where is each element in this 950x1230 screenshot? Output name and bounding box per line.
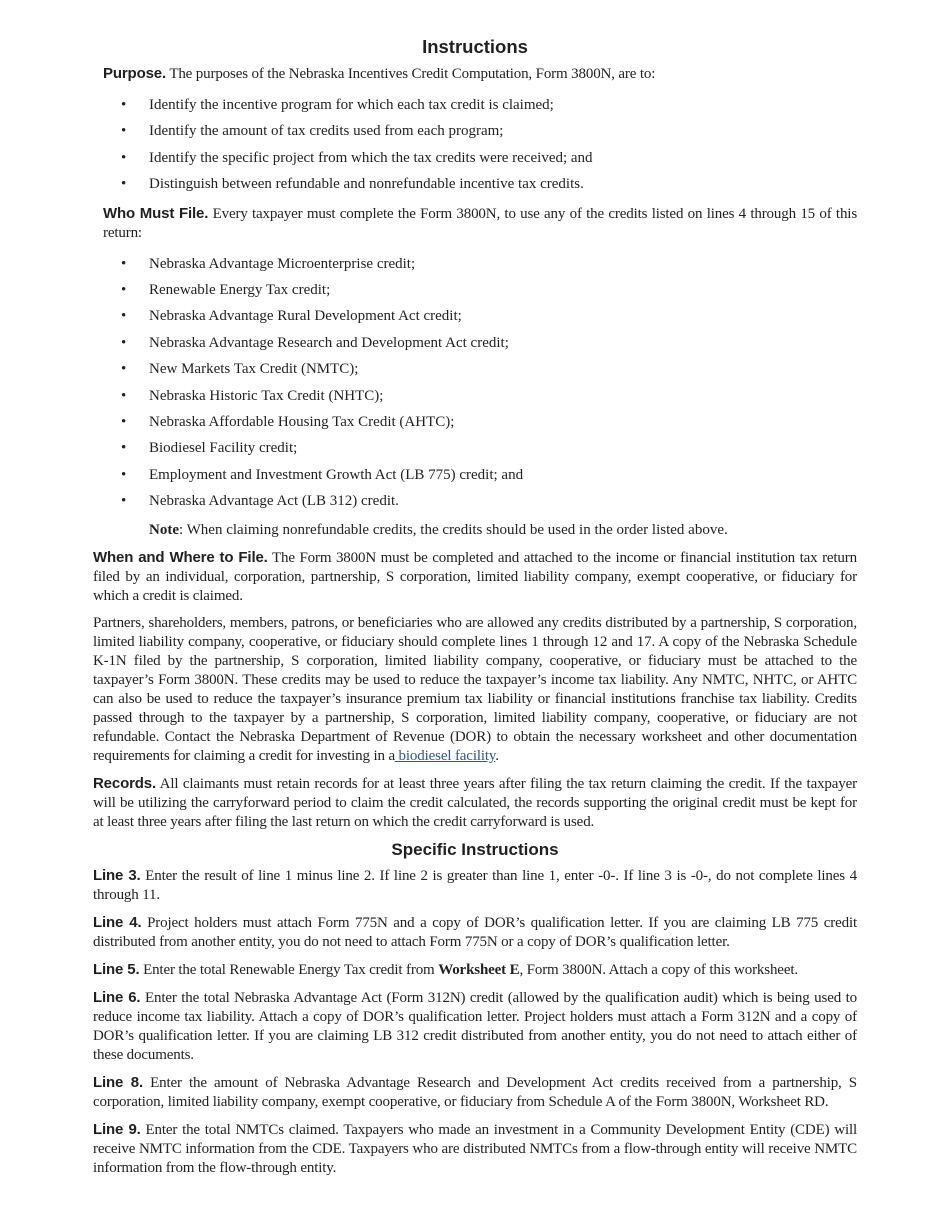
line-label: Line 9. <box>93 1120 141 1138</box>
line-9-paragraph <box>93 1120 857 1178</box>
list-item: • Renewable Energy Tax credit; <box>93 277 857 303</box>
period: . <box>495 747 499 764</box>
line-6-paragraph <box>93 988 857 1065</box>
list-item: • Distinguish between refundable and nonrefundable incentive tax credits. <box>93 171 857 197</box>
note <box>93 521 857 540</box>
line-8-paragraph <box>93 1073 857 1112</box>
when-where-paragraph <box>93 548 857 606</box>
list-item: • Biodiesel Facility credit; <box>93 435 857 461</box>
page-title: Instructions <box>422 36 528 57</box>
note-text: : When claiming nonrefundable credits, the credits should be used in the order listed above. <box>179 521 728 538</box>
line-text: Project holders must attach Form 775N and a copy of DOR’s qualification letter. If you are claiming LB 775 credit distributed from another entity, you do not need to attach Form 775N or a copy of DOR’s qualification letter. <box>93 914 857 950</box>
list-item: • Nebraska Advantage Act (LB 312) credit. <box>93 488 857 514</box>
line-label: Line 5. <box>93 960 140 978</box>
line-text: Enter the result of line 1 minus line 2. If line 2 is greater than line 1, enter -0-. If line 3 is -0-, do not complete lines 4 through 11. <box>93 867 857 903</box>
line-text: Enter the total NMTCs claimed. Taxpayers who made an investment in a Community Development Entity (CDE) will receive NMTC information from the CDE. Taxpayers who are distributed NMTCs from a flow-through entity will receive NMTC information from the flow-through entity. <box>93 1121 857 1176</box>
line-text: , Form 3800N. Attach a copy of this worksheet. <box>519 961 798 978</box>
purpose-heading: Purpose. <box>103 65 166 82</box>
purpose-list <box>93 92 857 198</box>
records-paragraph <box>93 774 857 832</box>
list-item: • Nebraska Historic Tax Credit (NHTC); <box>93 383 857 409</box>
when-where-text: The Form 3800N must be completed and attached to the income or financial institution tax return filed by an individual, corporation, partnership, S corporation, limited liability company, exempt cooperative, or fiduciary for which a credit is claimed. <box>93 549 857 604</box>
list-item: • Nebraska Advantage Microenterprise credit; <box>93 251 857 277</box>
partners-paragraph <box>93 614 857 766</box>
purpose-text: The purposes of the Nebraska Incentives Credit Computation, Form 3800N, are to: <box>165 66 656 82</box>
instructions-page <box>93 36 857 1186</box>
list-item: • Identify the amount of tax credits used from each program; <box>93 118 857 144</box>
list-item: • Nebraska Advantage Rural Development Act credit; <box>93 303 857 329</box>
line-label: Line 8. <box>93 1073 143 1091</box>
line-text: Enter the amount of Nebraska Advantage Research and Development Act credits received from a partnership, S corporation, limited liability company, exempt cooperative, or fiduciary from Schedule A of the Form 3800N, Worksheet RD. <box>93 1074 857 1110</box>
line-5-paragraph <box>93 960 857 980</box>
list-item: • Identify the incentive program for which each tax credit is claimed; <box>93 92 857 118</box>
when-where-heading: When and Where to File. <box>93 548 268 566</box>
purpose-paragraph <box>93 64 857 84</box>
specific-instructions-title: Specific Instructions <box>391 839 559 859</box>
records-text: All claimants must retain records for at least three years after filing the tax return claiming the credit. If the taxpayer will be utilizing the carryforward period to claim the credit calculated, the records supporting the original credit must be kept for at least three years after filing the last return on which the credit carryforward is used. <box>93 775 857 830</box>
note-label: Note <box>149 521 179 538</box>
biodiesel-facility-link[interactable]: biodiesel facility <box>394 747 496 764</box>
who-must-file-paragraph <box>93 204 857 243</box>
list-item: • Nebraska Affordable Housing Tax Credit (AHTC); <box>93 409 857 435</box>
line-text: Enter the total Nebraska Advantage Act (Form 312N) credit (allowed by the qualification audit) which is being used to reduce income tax liability. Attach a copy of DOR’s qualification letter. Project holders must attach a Form 312N and a copy of DOR’s qualification letter. If you are claiming LB 312 credit distributed from another entity, you do not need to attach either of these documents. <box>93 989 857 1063</box>
line-label: Line 4. <box>93 913 142 931</box>
list-item: • Nebraska Advantage Research and Development Act credit; <box>93 330 857 356</box>
who-must-file-heading: Who Must File. <box>103 204 209 222</box>
line-label: Line 3. <box>93 866 141 884</box>
credits-list <box>93 251 857 515</box>
line-label: Line 6. <box>93 988 141 1006</box>
who-must-file-text: Every taxpayer must complete the Form 3800N, to use any of the credits listed on lines 4 through 15 of this return: <box>103 205 858 241</box>
worksheet-e: Worksheet E <box>438 961 520 978</box>
partners-text: Partners, shareholders, members, patrons, or beneficiaries who are allowed any credits distributed by a partnership, S corporation, limited liability company, cooperative, or fiduciary should complete lines 1 through 12 and 17. A copy of the Nebraska Schedule K-1N filed by the partnership, S corporation, limited liability company, cooperative, or fiduciary must be attached to the taxpayer’s Form 3800N. These credits may be used to reduce the taxpayer’s income tax liability. Any NMTC, NHTC, or AHTC can also be used to reduce the taxpayer’s insurance premium tax liability or financial institutions franchise tax liability. Credits passed through to the taxpayer by a partnership, S corporation, limited liability company, cooperative, or fiduciary are not refundable. Contact the Nebraska Department of Revenue (DOR) to obtain the necessary worksheet and other documentation requirements for claiming a credit for investing in a <box>93 614 857 764</box>
list-item: • New Markets Tax Credit (NMTC); <box>93 356 857 382</box>
records-heading: Records. <box>93 774 156 792</box>
list-item: • Employment and Investment Growth Act (LB 775) credit; and <box>93 462 857 488</box>
line-4-paragraph <box>93 913 857 952</box>
list-item: • Identify the specific project from which the tax credits were received; and <box>93 145 857 171</box>
line-3-paragraph <box>93 866 857 905</box>
line-text: Enter the total Renewable Energy Tax credit from <box>139 961 439 978</box>
